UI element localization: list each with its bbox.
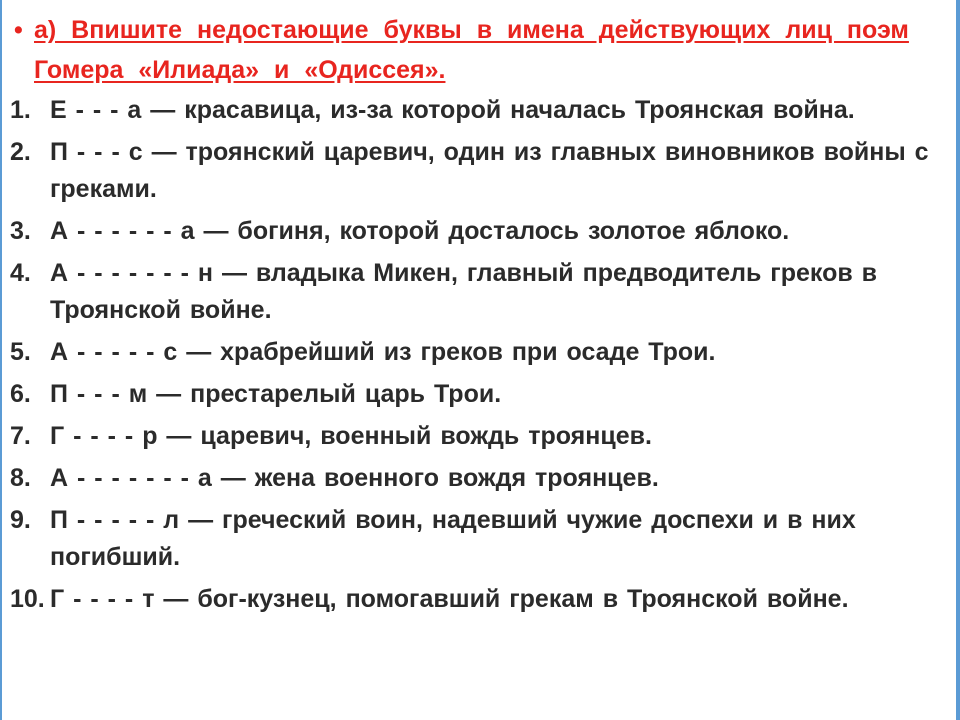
list-item xyxy=(10,255,954,329)
item-number: 10. xyxy=(10,585,45,613)
list-item xyxy=(10,376,954,413)
item-text: П - - - м — престарелый царь Трои. xyxy=(50,380,502,408)
item-text: Е - - - а — красавица, из-за которой началась Троянская война. xyxy=(50,96,855,124)
item-text: Г - - - - т — бог-кузнец, помогавший грекам в Троянской войне. xyxy=(50,585,849,613)
item-number: 5. xyxy=(10,338,31,366)
list-item xyxy=(10,92,954,129)
list-item xyxy=(10,460,954,497)
item-number: 6. xyxy=(10,380,31,408)
bullet-icon: • xyxy=(14,16,23,44)
item-text: А - - - - - - а — богиня, которой досталось золотое яблоко. xyxy=(50,217,790,245)
list-item xyxy=(10,581,954,618)
character-list xyxy=(10,92,954,623)
item-number: 8. xyxy=(10,464,31,492)
slide xyxy=(2,0,956,720)
item-number: 4. xyxy=(10,259,31,287)
item-text: А - - - - - - - а — жена военного вождя троянцев. xyxy=(50,464,659,492)
list-item xyxy=(10,418,954,455)
item-number: 7. xyxy=(10,422,31,450)
list-item xyxy=(10,502,954,576)
item-number: 9. xyxy=(10,506,31,534)
list-item xyxy=(10,134,954,208)
item-text: П - - - с — троянский царевич, один из главных виновников войны с греками. xyxy=(50,138,929,203)
item-text: А - - - - - с — храбрейший из греков при осаде Трои. xyxy=(50,338,716,366)
item-text: П - - - - - л — греческий воин, надевший чужие доспехи и в них погибший. xyxy=(50,506,856,571)
list-item xyxy=(10,213,954,250)
item-text: Г - - - - р — царевич, военный вождь троянцев. xyxy=(50,422,652,450)
item-number: 3. xyxy=(10,217,31,245)
item-number: 1. xyxy=(10,96,31,124)
task-text: а) Впишите недостающие буквы в имена действующих лиц поэм Гомера «Илиада» и «Одиссея». xyxy=(34,16,909,84)
list-item xyxy=(10,334,954,371)
item-text: А - - - - - - - н — владыка Микен, главный предводитель греков в Троянской войне. xyxy=(50,259,878,324)
task-heading xyxy=(14,10,960,90)
item-number: 2. xyxy=(10,138,31,166)
